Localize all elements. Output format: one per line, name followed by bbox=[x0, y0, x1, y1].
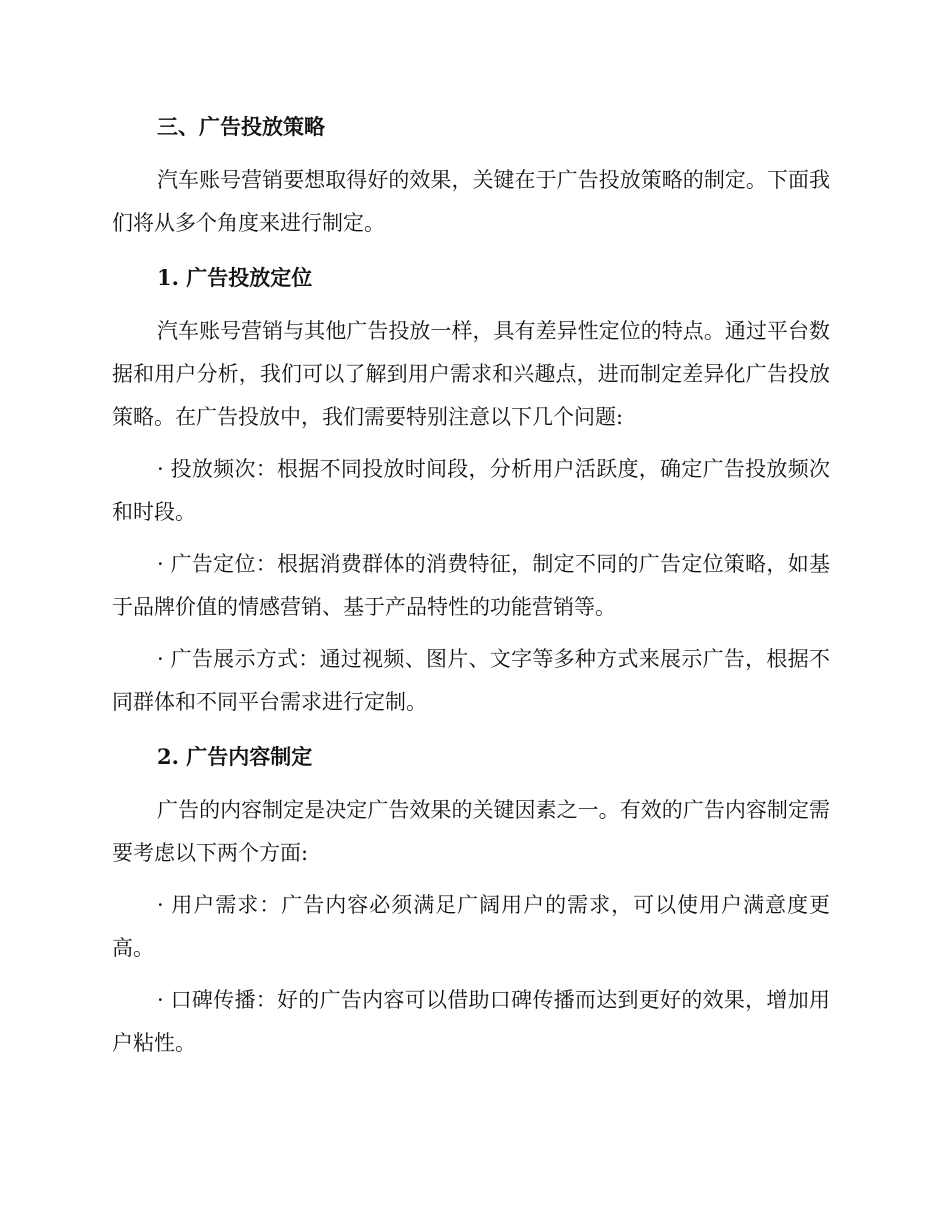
bullet-word-of-mouth: · 口碑传播：好的广告内容可以借助口碑传播而达到更好的效果，增加用户粘性。 bbox=[112, 988, 830, 1055]
bullet-ad-positioning: · 广告定位：根据消费群体的消费特征，制定不同的广告定位策略，如基于品牌价值的情感营销、基于产品特性的功能营销等。 bbox=[112, 552, 830, 619]
content-paragraph: 广告的内容制定是决定广告效果的关键因素之一。有效的广告内容制定需要考虑以下两个方面: bbox=[112, 798, 830, 865]
bullet-user-needs: · 用户需求：广告内容必须满足广阔用户的需求，可以使用户满意度更高。 bbox=[112, 893, 830, 960]
bullet-display-method: · 广告展示方式：通过视频、图片、文字等多种方式来展示广告，根据不同群体和不同平台需求进行定制。 bbox=[112, 647, 830, 714]
intro-paragraph: 汽车账号营销要想取得好的效果，关键在于广告投放策略的制定。下面我们将从多个角度来进行制定。 bbox=[112, 168, 830, 235]
section-title: 三、广告投放策略 bbox=[157, 114, 325, 139]
document-page bbox=[112, 104, 830, 1065]
subsection-title-positioning: 1. 广告投放定位 bbox=[157, 265, 313, 290]
bullet-frequency: · 投放频次：根据不同投放时间段，分析用户活跃度，确定广告投放频次和时段。 bbox=[112, 457, 830, 524]
positioning-paragraph: 汽车账号营销与其他广告投放一样，具有差异性定位的特点。通过平台数据和用户分析，我们可以了解到用户需求和兴趣点，进而制定差异化广告投放策略。在广告投放中，我们需要特别注意以下几个问题: bbox=[112, 319, 830, 429]
subsection-title-content: 2. 广告内容制定 bbox=[157, 744, 313, 769]
